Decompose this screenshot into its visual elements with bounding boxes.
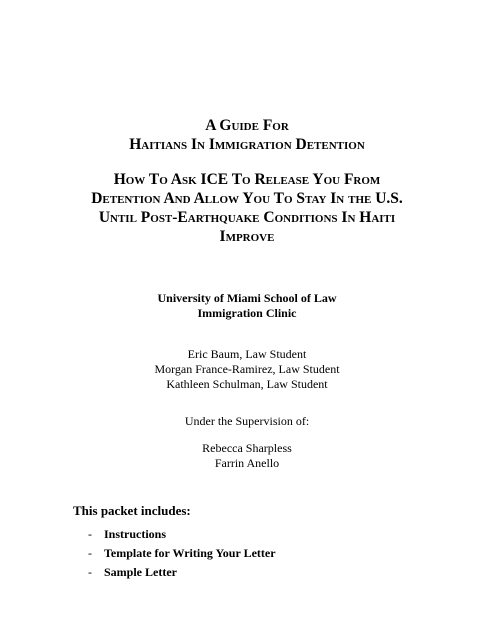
list-bullet: - — [88, 546, 92, 560]
title-line-1: A Guide For — [205, 117, 289, 134]
list-bullet: - — [88, 527, 92, 541]
clinic-name: Immigration Clinic — [197, 306, 297, 320]
subtitle-line-3: Until Post-Earthquake Conditions In Haiti — [98, 209, 396, 226]
list-bullet: - — [88, 565, 92, 579]
author-line: Kathleen Schulman, Law Student — [166, 377, 328, 391]
document-title — [0, 116, 494, 154]
list-item — [88, 565, 276, 584]
packet-contents-list — [88, 527, 276, 584]
packet-heading: This packet includes: — [73, 503, 191, 518]
supervisor-line: Farrin Anello — [214, 456, 280, 470]
list-item — [88, 546, 276, 565]
supervisors-block — [0, 441, 494, 471]
author-line: Morgan France-Ramirez, Law Student — [154, 362, 340, 376]
authors-block — [0, 347, 494, 392]
supervision-label: Under the Supervision of: — [184, 414, 310, 428]
list-item-label: Template for Writing Your Letter — [104, 546, 276, 560]
title-line-2: Haitians In Immigration Detention — [129, 136, 365, 153]
list-item-label: Instructions — [104, 527, 167, 541]
document-subtitle — [0, 170, 494, 246]
subtitle-line-1: How To Ask ICE To Release You From — [113, 171, 381, 188]
organization-block — [0, 291, 494, 321]
subtitle-line-2: Detention And Allow You To Stay In the U.S. — [91, 190, 403, 207]
supervisor-line: Rebecca Sharpless — [202, 441, 292, 455]
list-item-label: Sample Letter — [104, 565, 177, 579]
list-item — [88, 527, 276, 546]
organization-name: University of Miami School of Law — [157, 291, 337, 305]
author-line: Eric Baum, Law Student — [187, 347, 307, 361]
subtitle-line-4: Improve — [219, 228, 275, 245]
